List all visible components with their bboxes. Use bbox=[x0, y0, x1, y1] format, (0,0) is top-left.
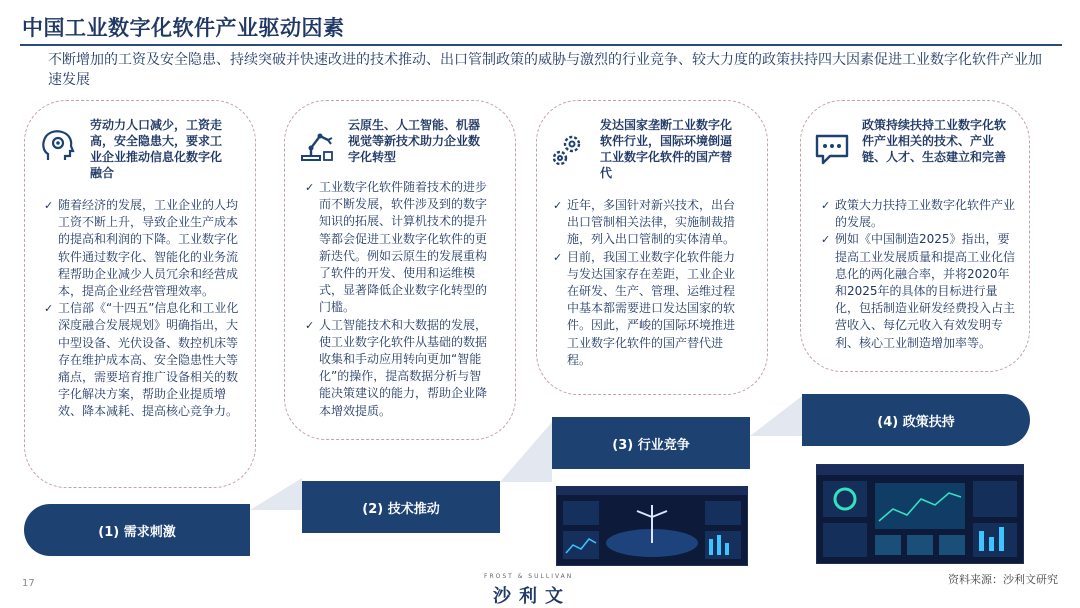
bullet-item: ✓ 人工智能技术和大数据的发展，使工业数字化软件从基础的数据收集和手动应用转向更加“智能化”的操作，提高数据分析与智能决策建议的能力，帮助企业降本增效提质。 bbox=[305, 317, 487, 420]
page-title: 中国工业数字化软件产业驱动因素 bbox=[22, 16, 345, 40]
card-bullets bbox=[44, 197, 244, 421]
gears-icon bbox=[548, 130, 588, 170]
logo-frost-sullivan: FROST & SULLIVAN bbox=[484, 573, 574, 580]
bullet-item: ✓ 政策大力扶持工业数字化软件产业的发展。 bbox=[821, 197, 1017, 231]
card-heading: 政策持续扶持工业数字化软件产业相关的技术、产业链、人才、生态建立和完善 bbox=[862, 118, 1007, 164]
robot-arm-icon bbox=[296, 124, 336, 164]
card-heading: 发达国家垄断工业数字化软件行业，国际环境倒逼工业数字化软件的国产替代 bbox=[600, 118, 733, 180]
bullet-item: ✓ 工信部《“十四五”信息化和工业化深度融合发展规划》明确指出，大中型设备、光伏设备、数控机床等存在维护成本高、安全隐患性大等痛点，需要培育推广设备相关的数字化解决方案，帮助企业提质增效、降本减耗、提高核心竞争力。 bbox=[44, 300, 244, 420]
page-subtitle: 不断增加的工资及安全隐患、持续突破并快速改进的技术推动、出口管制政策的威胁与激烈的行业竞争、较大力度的政策扶持四大因素促进工业数字化软件产业加速发展 bbox=[48, 52, 1042, 88]
step-band-policy: (4) 政策扶持 bbox=[802, 394, 1030, 446]
bullet-item: ✓ 随着经济的发展，工业企业的人均工资不断上升，导致企业生产成本的提高和利润的下降。工业数字化软件通过数字化、智能化的业务流程帮助企业减少人员冗余和经营成本，提高企业经营管理效率。 bbox=[44, 197, 244, 300]
card-bullets bbox=[821, 197, 1017, 352]
logo-shaliwen: 沙利文 bbox=[493, 586, 571, 607]
page-number: 17 bbox=[22, 578, 35, 589]
title-divider bbox=[20, 44, 1062, 46]
dashboard-graphic bbox=[557, 487, 747, 565]
stair-shadow-3 bbox=[750, 396, 802, 436]
step-band-demand: (1) 需求刺激 bbox=[24, 504, 250, 556]
chat-bubble-icon bbox=[812, 128, 852, 168]
card-heading: 云原生、人工智能、机器视觉等新技术助力企业数字化转型 bbox=[348, 118, 481, 164]
step-band-technology: (2) 技术推动 bbox=[302, 481, 500, 533]
card-bullets bbox=[305, 179, 487, 420]
dashboard-graphic bbox=[817, 465, 1023, 563]
stair-shadow-2 bbox=[500, 422, 552, 482]
bullet-item: ✓ 工业数字化软件随着技术的进步而不断发展，软件涉及到的数字知识的拓展、计算机技术的提升等都会促进工业数字化软件的更新迭代。例如云原生的发展重构了软件的开发、使用和运维模式，显著降低企业数字化转型的门槛。 bbox=[305, 179, 487, 317]
bullet-item: ✓ 目前，我国工业数字化软件能力与发达国家存在差距，工业企业在研发、生产、管理、运维过程中基本都需要进口发达国家的软件。因此，严峻的国际环境推进工业数字化软件的国产替代进程。 bbox=[553, 249, 741, 369]
dashboard-image bbox=[556, 486, 748, 566]
step-band-competition: (3) 行业竞争 bbox=[552, 417, 750, 469]
bullet-item: ✓ 近年，多国针对新兴技术，出台出口管制相关法律，实施制裁措施，列入出口管制的实体清单。 bbox=[553, 197, 741, 249]
card-bullets bbox=[553, 197, 741, 369]
source-note: 资料来源：沙利文研究 bbox=[948, 573, 1058, 586]
head-gear-icon bbox=[38, 126, 78, 166]
card-heading: 劳动力人口减少，工资走高，安全隐患大，要求工业企业推动信息化数字化融合 bbox=[90, 118, 223, 180]
bullet-item: ✓ 例如《中国制造2025》指出，要提高工业发展质量和提高工业化信息化的两化融合率，并将2020年和2025年的具体的目标进行量化，包括制造业研发经费投入占主营收入、每亿元收入有效发明专利、核心工业制造增加率等。 bbox=[821, 231, 1017, 351]
dashboard-image bbox=[816, 464, 1024, 564]
stair-shadow-1 bbox=[250, 478, 302, 510]
